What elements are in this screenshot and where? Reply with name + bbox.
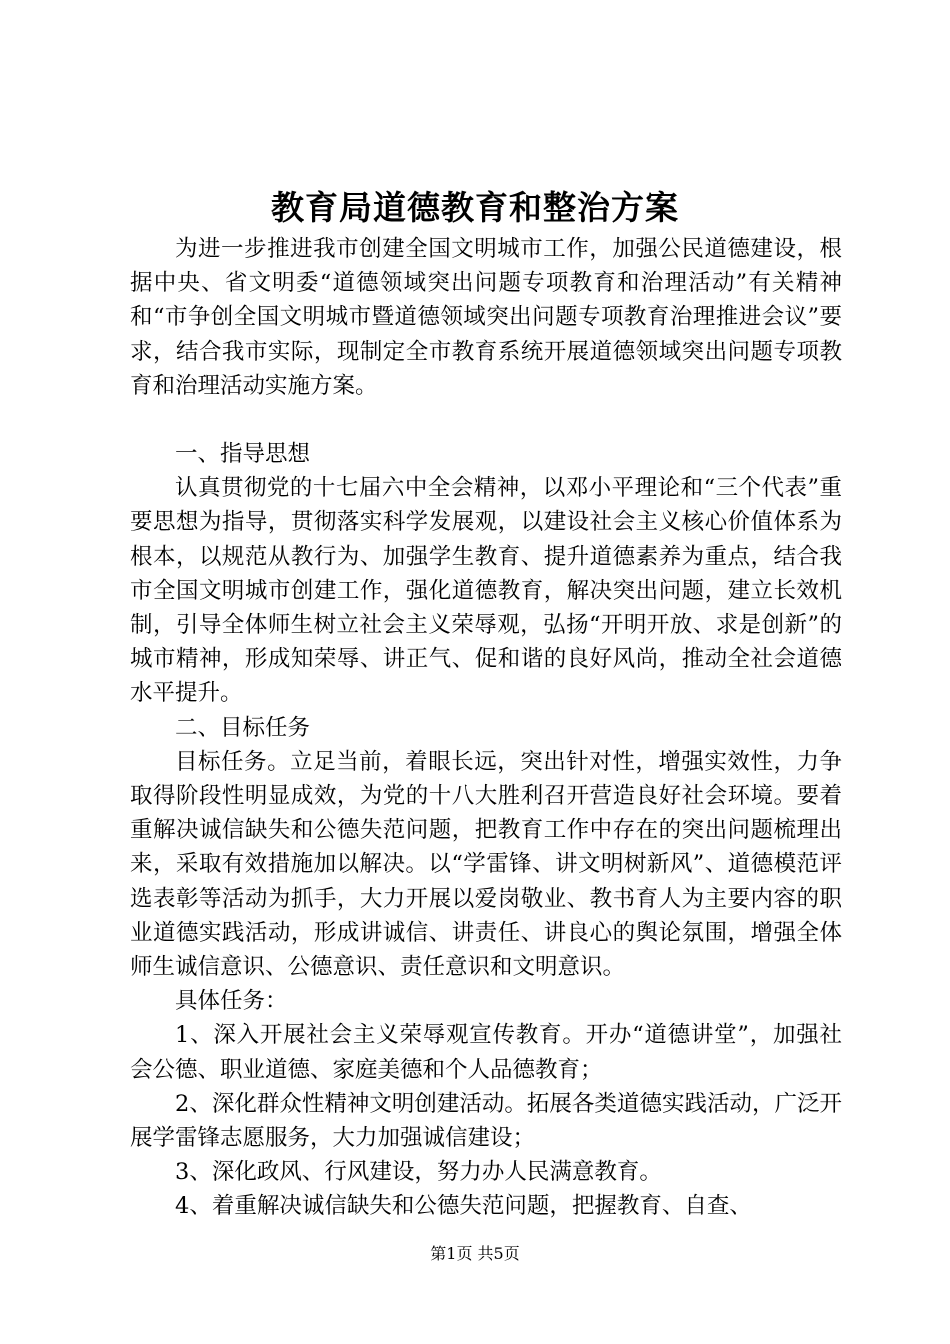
document-body — [130, 232, 842, 1224]
section-paragraph-guiding-ideology: 认真贯彻党的十七届六中全会精神，以邓小平理论和“三个代表”重要思想为指导，贯彻落实科学发展观，以建设社会主义核心价值体系为根本，以规范从教行为、加强学生教育、提升道德素养为重点，结合我市全国文明城市创建工作，强化道德教育，解决突出问题，建立长效机制，引导全体师生树立社会主义荣辱观，弘扬“开明开放、求是创新”的城市精神，形成知荣辱、讲正气、促和谐的良好风尚，推动全社会道德水平提升。 — [130, 475, 842, 707]
paragraph-spacer — [130, 403, 842, 437]
task-item-1: 1、深入开展社会主义荣辱观宣传教育。开办“道德讲堂”，加强社会公德、职业道德、家庭美德和个人品德教育； — [130, 1022, 842, 1083]
task-item-3: 3、深化政风、行风建设，努力办人民满意教育。 — [175, 1159, 662, 1186]
tasks-heading: 具体任务： — [175, 988, 288, 1015]
section-heading-guiding-ideology: 一、指导思想 — [175, 441, 311, 468]
task-item-4: 4、着重解决诚信缺失和公德失范问题，把握教育、自查、 — [175, 1193, 752, 1220]
task-item-2: 2、深化群众性精神文明创建活动。拓展各类道德实践活动，广泛开展学雷锋志愿服务，大力加强诚信建设； — [130, 1090, 842, 1152]
page-number-footer: 第1页 共5页 — [430, 1244, 520, 1263]
intro-paragraph: 为进一步推进我市创建全国文明城市工作，加强公民道德建设，根据中央、省文明委“道德领域突出问题专项教育和治理活动”有关精神和“市争创全国文明城市暨道德领域突出问题专项教育治理推进会议”要求，结合我市实际，现制定全市教育系统开展道德领域突出问题专项教育和治理活动实施方案。 — [130, 236, 842, 399]
document-title: 教育局道德教育和整治方案 — [271, 188, 679, 227]
section-paragraph-goals: 目标任务。立足当前，着眼长远，突出针对性，增强实效性，力争取得阶段性明显成效，为党的十八大胜利召开营造良好社会环境。要着重解决诚信缺失和公德失范问题，把教育工作中存在的突出问题梳理出来，采取有效措施加以解决。以“学雷锋、讲文明树新风”、道德模范评选表彰等活动为抓手，大力开展以爱岗敬业、教书育人为主要内容的职业道德实践活动，形成讲诚信、讲责任、讲良心的舆论氛围，增强全体师生诚信意识、公德意识、责任意识和文明意识。 — [130, 748, 842, 981]
section-heading-goals: 二、目标任务 — [175, 714, 311, 741]
